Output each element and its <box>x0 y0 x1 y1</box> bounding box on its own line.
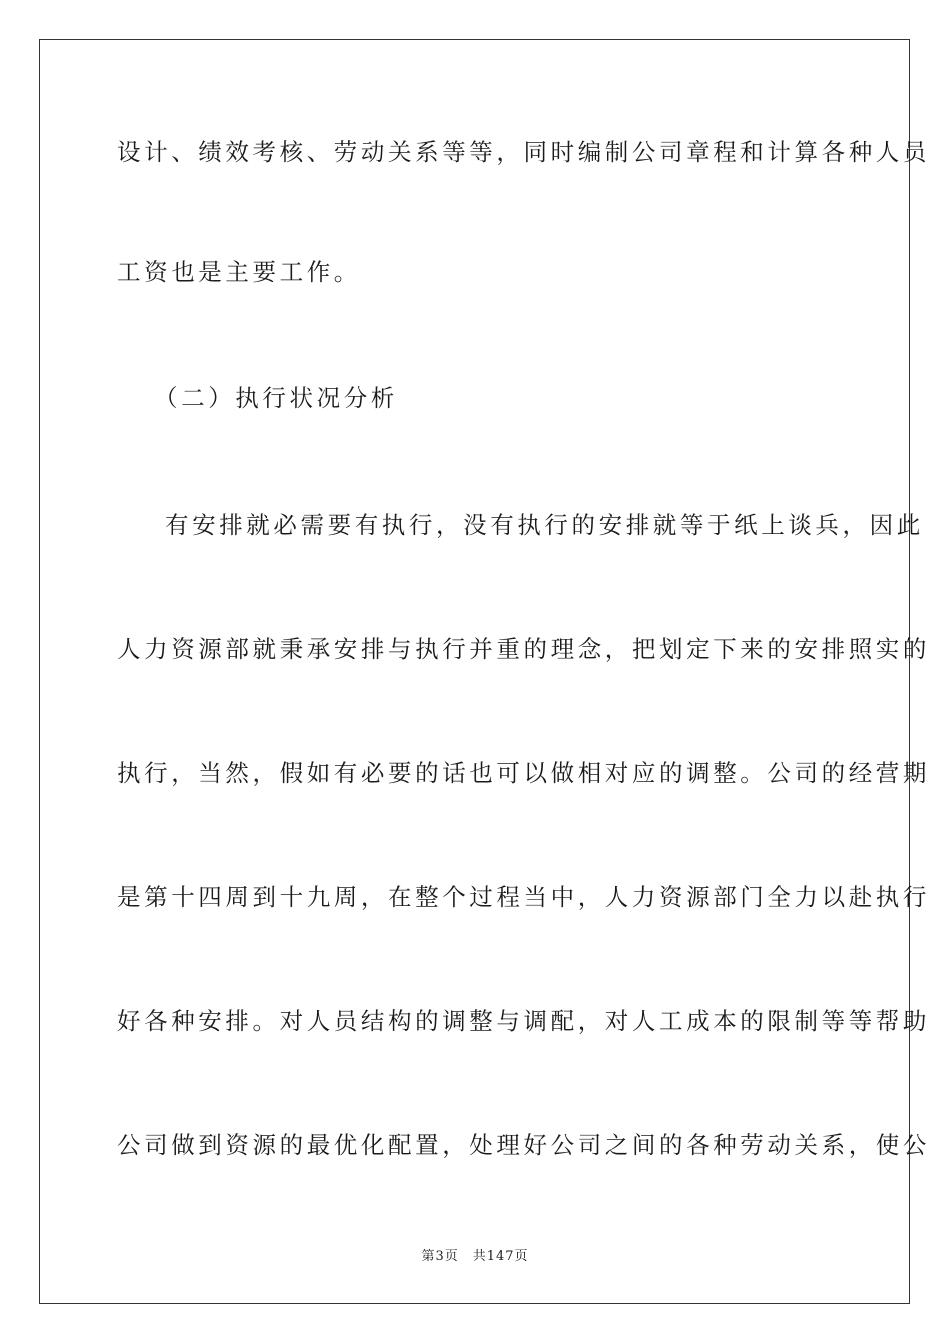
body-text-line: 公司做到资源的最优化配置，处理好公司之间的各种劳动关系，使公 <box>117 1131 930 1159</box>
page-footer <box>0 1248 950 1266</box>
body-text-line: 设计、绩效考核、劳动关系等等，同时编制公司章程和计算各种人员 <box>117 138 930 166</box>
body-text-line: 执行，当然，假如有必要的话也可以做相对应的调整。公司的经营期 <box>117 759 930 787</box>
paragraph-first-line: 有安排就必需要有执行，没有执行的安排就等于纸上谈兵，因此 <box>165 511 924 539</box>
page-border <box>39 39 930 1304</box>
page-total: 共147页 <box>472 1249 529 1264</box>
body-text-line: 是第十四周到十九周，在整个过程当中，人力资源部门全力以赴执行 <box>117 883 930 911</box>
body-text-line: 好各种安排。对人员结构的调整与调配，对人工成本的限制等等帮助 <box>117 1007 930 1035</box>
section-heading: （二）执行状况分析 <box>154 384 398 412</box>
body-text-line: 工资也是主要工作。 <box>117 258 361 286</box>
body-text-line: 人力资源部就秉承安排与执行并重的理念，把划定下来的安排照实的 <box>117 635 930 663</box>
page-number: 第3页 <box>421 1249 459 1264</box>
